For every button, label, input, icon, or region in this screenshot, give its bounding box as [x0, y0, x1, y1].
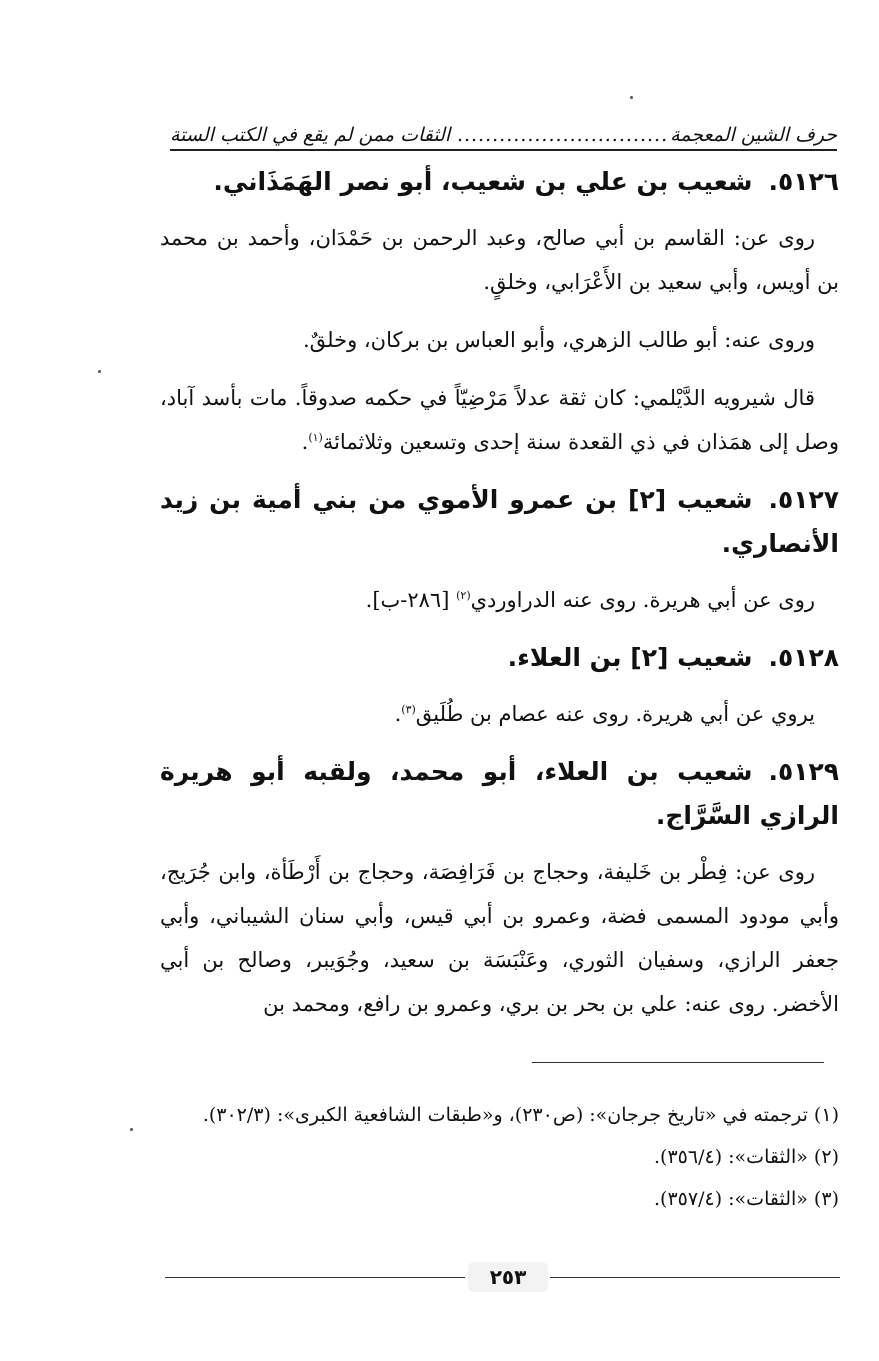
footnote-separator	[532, 1062, 824, 1063]
entry-name: شعيب [٢] بن عمرو الأموي من بني أمية بن زيد الأنصاري.	[160, 485, 839, 558]
scan-speck	[130, 1128, 133, 1131]
bottom-rule-left	[165, 1277, 465, 1278]
entry-heading	[160, 636, 839, 680]
paragraph-text: روى عن أبي هريرة. روى عنه الدراوردي	[470, 588, 815, 612]
paragraph-tail: .	[394, 702, 402, 726]
footnote: (٣) «الثقات»: (٣٥٧/٤).	[654, 1188, 839, 1210]
paragraph-tail: [٢٨٦-ب].	[365, 588, 457, 612]
entry-5129	[160, 750, 839, 1026]
header-chapter-title: حرف الشين المعجمة	[670, 124, 837, 146]
entry-heading	[160, 750, 839, 838]
paragraph-text: يروي عن أبي هريرة. روى عنه عصام بن طُلَيق	[415, 702, 815, 726]
footnote: (٢) «الثقات»: (٣٥٦/٤).	[654, 1146, 839, 1168]
entry-5127	[160, 478, 839, 622]
entry-number: ٥١٢٦.	[768, 167, 839, 196]
footnote: (١) ترجمته في «تاريخ جرجان»: (ص٢٣٠)، و«طبقات الشافعية الكبرى»: (٣٠٢/٣).	[202, 1104, 839, 1126]
entry-number: ٥١٢٨.	[768, 643, 839, 672]
entry-heading	[160, 160, 839, 204]
entry-paragraph: وروى عنه: أبو طالب الزهري، وأبو العباس بن بركان، وخلقٌ.	[302, 328, 815, 352]
footnotes	[160, 1094, 839, 1220]
main-text	[160, 160, 839, 1040]
footnote-marker: (٣)	[401, 703, 416, 716]
entry-name: شعيب بن علي بن شعيب، أبو نصر الهَمَذَاني.	[213, 167, 753, 196]
running-header	[170, 110, 837, 151]
entry-paragraph: روى عن: القاسم بن أبي صالح، وعبد الرحمن بن حَمْدَان، وأحمد بن محمد بن أويس، وأبي سعيد بن الأَعْرَابي، وخلقٍ.	[160, 226, 839, 294]
entry-paragraph: روى عن: فِطْر بن خَليفة، وحجاج بن فَرَافِصَة، وحجاج بن أَرْطَأة، وابن جُرَيج، وأبي مودود المسمى فضة، وعمرو بن أبي قيس، وأبي سنان الشيباني، وأبي جعفر الرازي، وسفيان الثوري، وعَنْبَسَة بن سعيد، وجُوَيبر، وصالح بن أبي الأخضر. روى عنه: علي بن بحر بن بري، وعمرو بن رافع، ومحمد بن	[160, 860, 839, 1016]
entry-paragraph: قال شيرويه الدَّيْلمي: كان ثقة عدلاً مَرْضِيّاً في حكمه صدوقاً. مات بأسد آباد، وصل إلى همَذان في ذي القعدة سنة إحدى وتسعين وثلاثمائة$^{(١)}$.	[160, 386, 839, 454]
entry-name: شعيب بن العلاء، أبو محمد، ولقبه أبو هريرة الرازي السَّرَّاج.	[160, 757, 839, 830]
entry-5126	[160, 160, 839, 464]
scan-speck	[98, 370, 101, 373]
footnote-marker: (١)	[308, 431, 323, 444]
bottom-rule-right	[550, 1277, 840, 1278]
entry-paragraph	[160, 578, 839, 622]
entry-number: ٥١٢٧.	[768, 485, 840, 514]
header-book-title: الثقات ممن لم يقع في الكتب الستة	[170, 124, 451, 146]
page-number: ٢٥٣	[468, 1262, 548, 1292]
footnote-marker: (٢)	[456, 589, 471, 602]
scan-speck	[630, 96, 633, 99]
entry-name: شعيب [٢] بن العلاء.	[507, 643, 753, 672]
header-dot-leader: ..............................	[456, 124, 669, 146]
paragraph-text: قال شيرويه الدَّيْلمي: كان ثقة عدلاً مَرْضِيّاً في حكمه صدوقاً. مات بأسد آباد، وصل إلى همَذان في ذي القعدة سنة إحدى وتسعين وثلاثمائة	[160, 386, 839, 454]
entry-number: ٥١٢٩.	[768, 757, 839, 786]
entry-5128	[160, 636, 839, 736]
entry-paragraph	[160, 692, 839, 736]
entry-heading	[160, 478, 839, 566]
